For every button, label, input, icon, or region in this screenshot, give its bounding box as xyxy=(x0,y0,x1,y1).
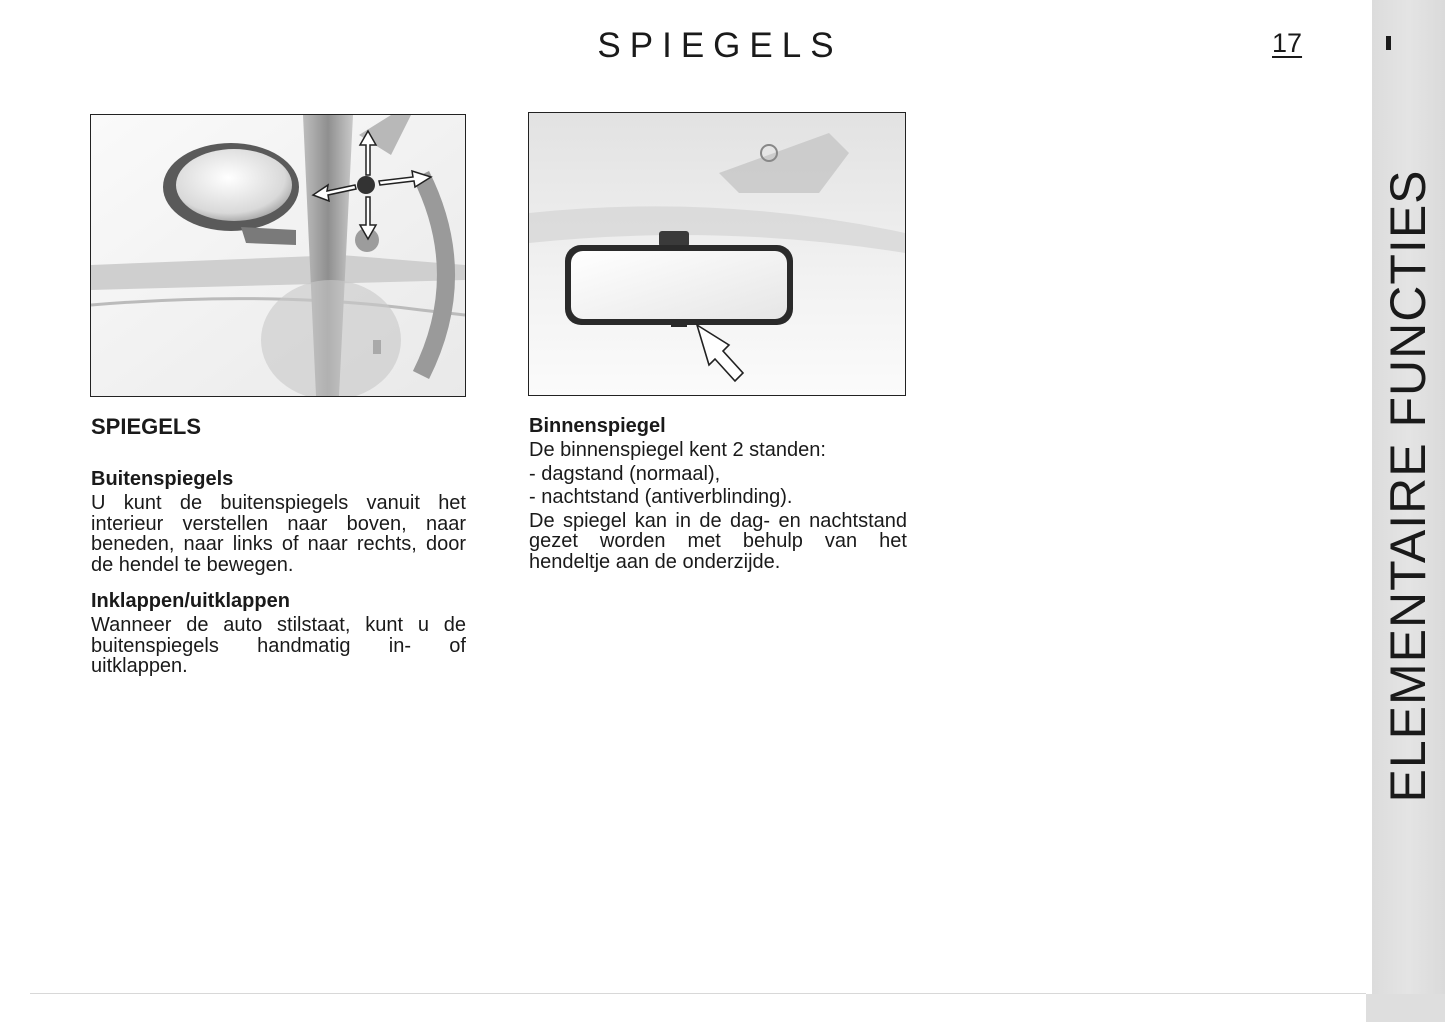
binnenspiegel-text: De spiegel kan in de dag- en nachtstand gezet worden met behulp van het hendeltje aan de onderzijde. xyxy=(529,509,907,573)
exterior-mirror-illustration xyxy=(90,114,466,397)
page-number: 17 xyxy=(1272,28,1303,58)
section-heading: SPIEGELS xyxy=(91,414,202,439)
list-item: - nachtstand (antiverblinding). xyxy=(529,486,793,508)
interior-mirror-illustration xyxy=(528,112,906,396)
chapter-tab-label: ELEMENTAIRE FUNCTIES xyxy=(1380,169,1436,803)
page-bottom-edge xyxy=(30,993,1366,994)
list-item: - dagstand (normaal), xyxy=(529,462,721,485)
inklappen-text: Wanneer de auto stilstaat, kunt u de buitenspiegels handmatig in- of uitklappen. xyxy=(91,614,466,677)
right-column xyxy=(529,414,907,572)
page-corner-strip xyxy=(1366,994,1445,1022)
page-title: SPIEGELS xyxy=(597,26,843,65)
buitenspiegels-heading: Buitenspiegels xyxy=(91,468,234,490)
left-column xyxy=(91,414,466,677)
chapter-marker xyxy=(1386,36,1391,50)
binnenspiegel-heading: Binnenspiegel xyxy=(529,415,666,437)
inklappen-heading: Inklappen/uitklappen xyxy=(91,590,290,612)
buitenspiegels-text: U kunt de buitenspiegels vanuit het interieur verstellen naar boven, naar beneden, naar links of naar rechts, door de hendel te bewegen. xyxy=(91,492,466,576)
binnenspiegel-intro: De binnenspiegel kent 2 standen: xyxy=(529,439,826,461)
